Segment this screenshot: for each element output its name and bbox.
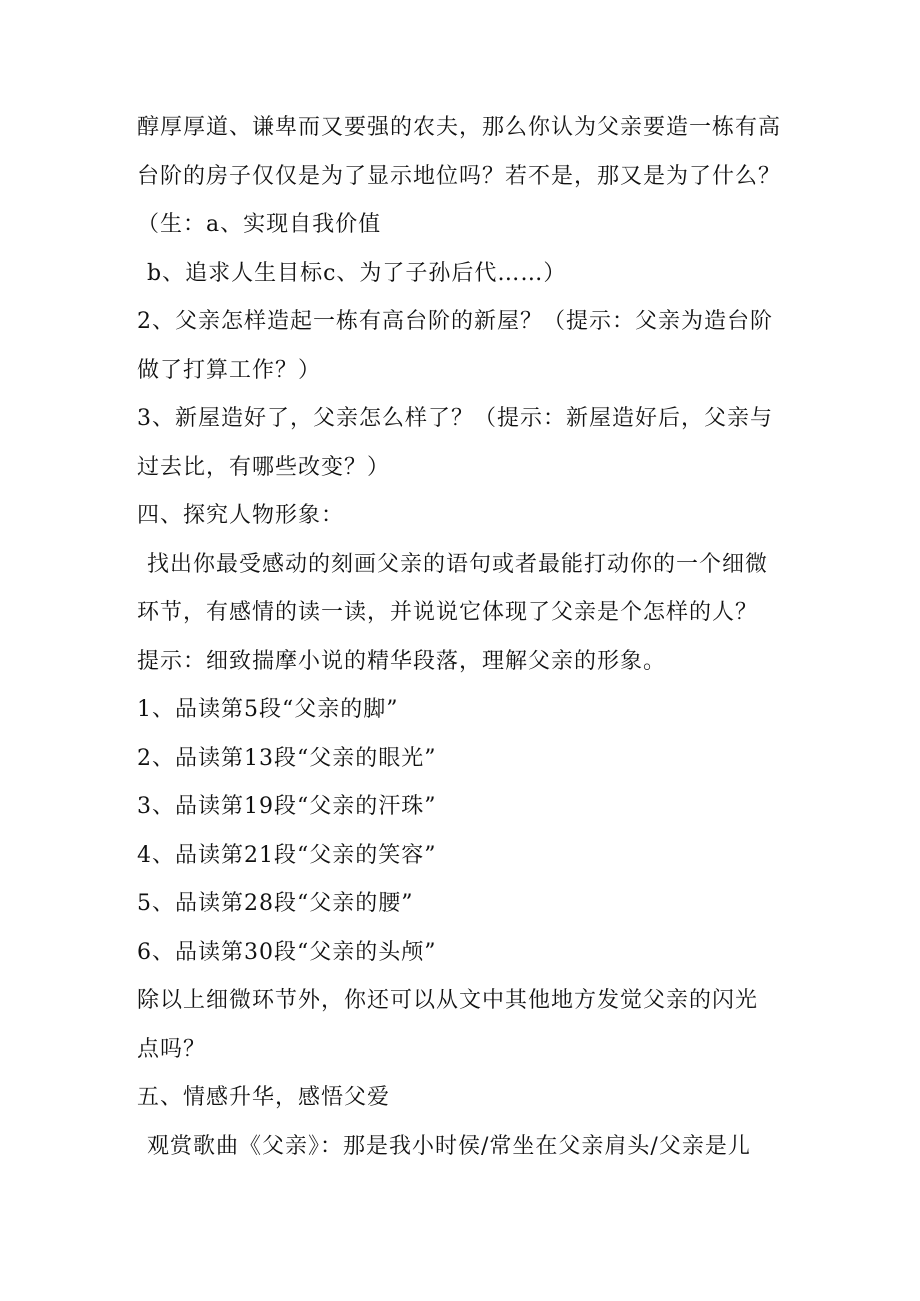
list-item: 2、品读第13段“父亲的眼光” <box>137 745 437 771</box>
text-line: 做了打算工作？） <box>137 357 322 383</box>
section-heading: 五、情感升华，感悟父爱 <box>137 1085 391 1110</box>
text-line: 3、新屋造好了，父亲怎么样了？（提示：新屋造好后，父亲与 <box>137 406 773 431</box>
list-item: 4、品读第21段“父亲的笑容” <box>137 842 437 868</box>
list-item: 3、品读第19段“父亲的汗珠” <box>137 794 437 819</box>
document-body <box>137 104 797 1171</box>
text-line: 环节，有感情的读一读，并说说它体现了父亲是个怎样的人？ <box>137 600 759 625</box>
text-line: 点吗？ <box>137 1036 207 1062</box>
text-line: 2、父亲怎样造起一栋有高台阶的新屋？（提示：父亲为造台阶 <box>137 309 773 334</box>
list-item: 6、品读第30段“父亲的头颅” <box>137 939 437 965</box>
text-line: 除以上细微环节外，你还可以从文中其他地方发觉父亲的闪光 <box>137 988 759 1013</box>
text-line: 台阶的房子仅仅是为了显示地位吗？若不是，那又是为了什么？ <box>137 163 782 189</box>
list-item: 5、品读第28段“父亲的腰” <box>137 891 414 916</box>
text-line: 提示：细致揣摩小说的精华段落，理解父亲的形象。 <box>137 648 667 674</box>
text-line: b、追求人生目标c、为了子孙后代……） <box>147 260 567 286</box>
text-line: 醇厚厚道、谦卑而又要强的农夫，那么你认为父亲要造一栋有高 <box>137 115 782 140</box>
text-line: 找出你最受感动的刻画父亲的语句或者最能打动你的一个细微 <box>147 551 769 577</box>
list-item: 1、品读第5段“父亲的脚” <box>137 697 399 722</box>
text-line: （生：a、实现自我价值 <box>137 212 382 237</box>
section-heading: 四、探究人物形象： <box>137 503 345 528</box>
text-line: 观赏歌曲《父亲》：那是我小时侯/常坐在父亲肩头/父亲是儿 <box>147 1133 751 1159</box>
text-line: 过去比，有哪些改变？） <box>137 454 391 480</box>
